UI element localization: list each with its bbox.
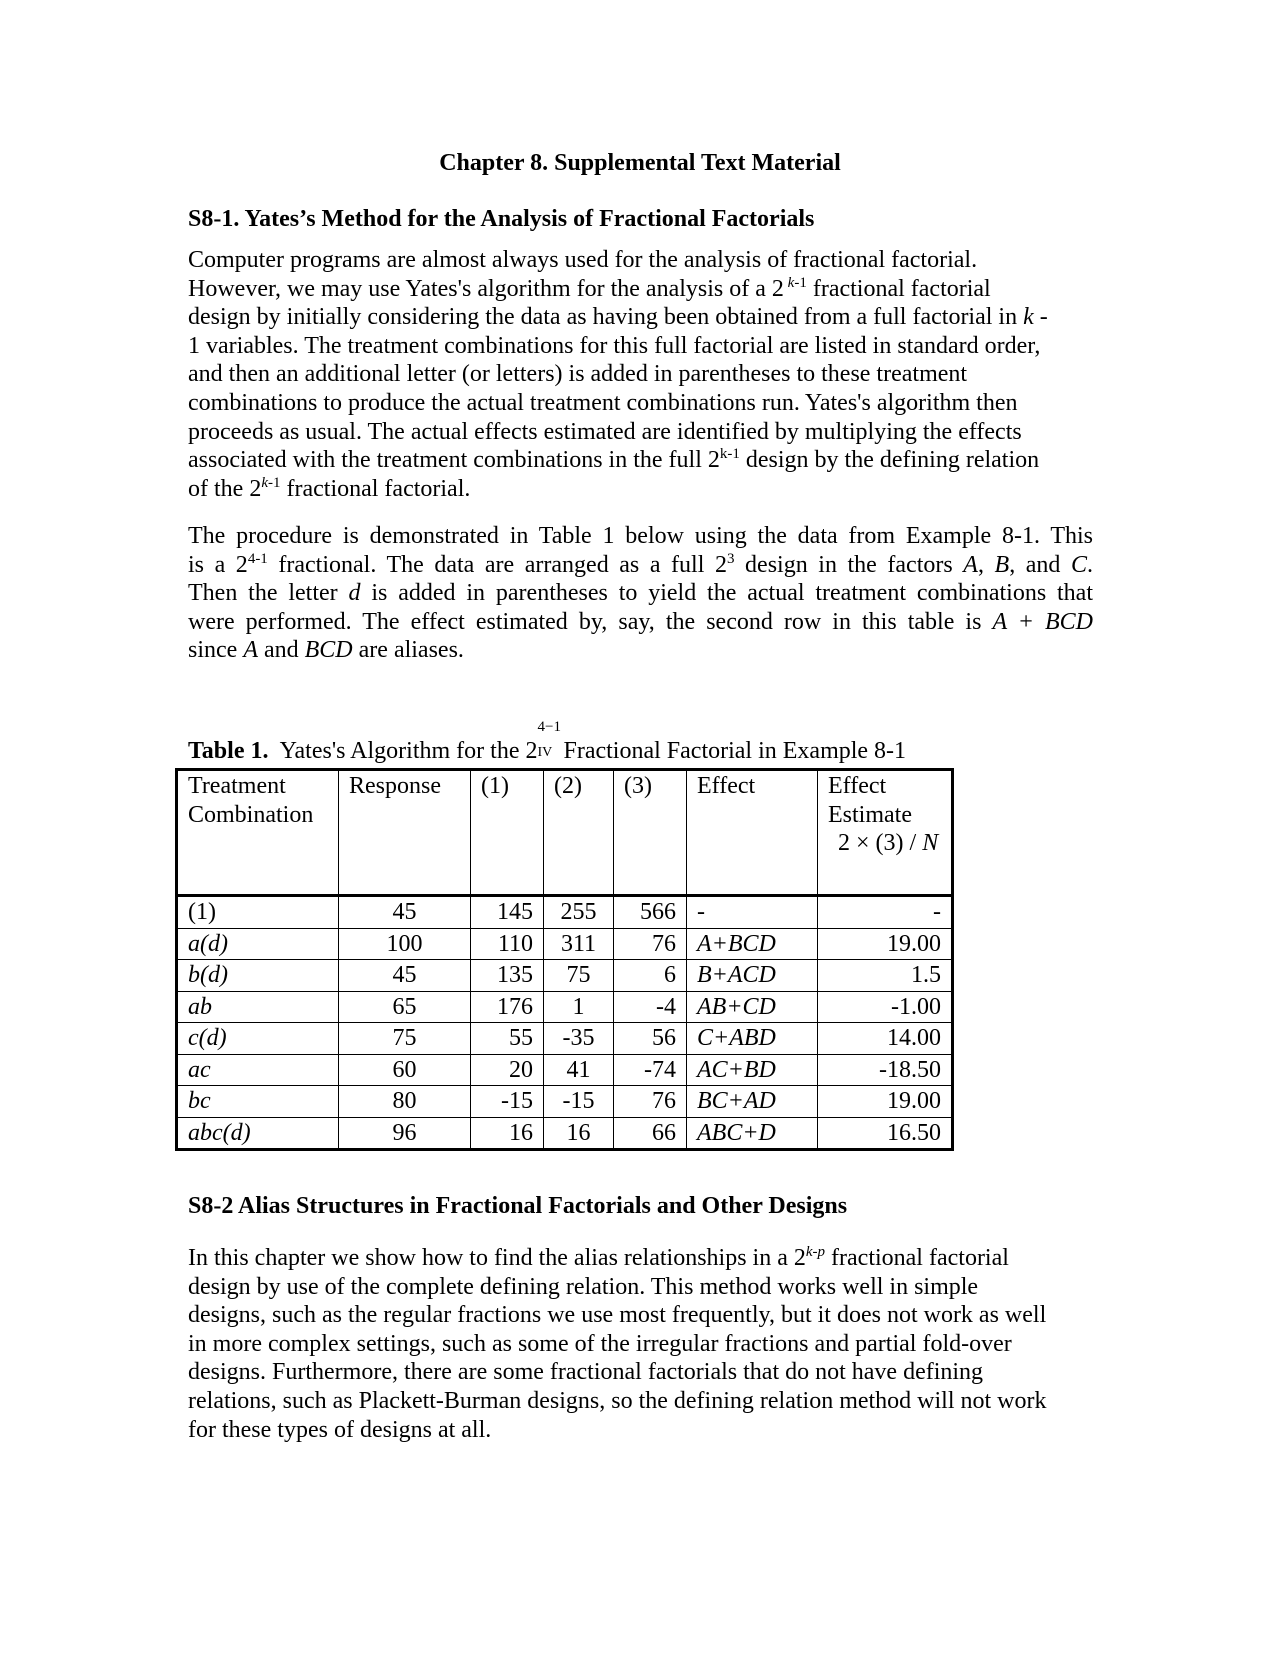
table-cell-effect (687, 960, 818, 992)
cell-text: 56 (652, 1025, 676, 1051)
text-line (188, 1273, 1093, 1302)
table-cell-effect (687, 1117, 818, 1150)
cell-text: -1.00 (891, 993, 941, 1020)
text-run: The procedure is demonstrated in Table 1 below using the data from Example 8-1. This (188, 523, 1093, 549)
table-cell-response (339, 1054, 471, 1086)
text-line (188, 418, 1093, 447)
cell-text: 14.00 (887, 1025, 941, 1051)
table-cell-c2 (544, 960, 614, 992)
text-run: In this chapter we show how to find the alias relationships in a 2 (188, 1245, 806, 1271)
header-treatment-combination (177, 770, 339, 896)
table-cell-c1 (471, 1086, 544, 1118)
cell-text: a(d) (188, 930, 228, 957)
table-cell-response (339, 1117, 471, 1150)
table-row (177, 960, 953, 992)
subscript: IV (537, 745, 553, 760)
text-line (188, 360, 1093, 389)
header-effect-estimate (818, 770, 953, 896)
cell-text: 75 (392, 1025, 417, 1051)
cell-text: ABC+D (697, 1119, 776, 1146)
table-cell-tc (177, 1054, 339, 1086)
cell-text: AC+BD (697, 1056, 776, 1083)
italic-factor: C (1071, 551, 1088, 578)
table-cell-response (339, 960, 471, 992)
text-run: fractional factorial (825, 1245, 1009, 1271)
cell-text: 255 (560, 899, 597, 925)
cell-text: C+ABD (697, 1025, 776, 1051)
superscript-subscript (537, 719, 561, 760)
table-cell-tc (177, 1117, 339, 1150)
text-run: design by use of the complete defining relation. This method works well in simple (188, 1273, 979, 1300)
section-heading-s8-2: S8-2 Alias Structures in Fractional Factorials and Other Designs (188, 1193, 848, 1219)
table-cell-effect (687, 1086, 818, 1118)
table-cell-c3 (614, 1086, 687, 1118)
cell-text: BC+AD (697, 1088, 776, 1114)
text-line (188, 1416, 1093, 1445)
cell-text: 66 (652, 1119, 676, 1146)
text-line (188, 332, 1093, 361)
header-text: Estimate (828, 801, 912, 828)
header-formula (828, 829, 941, 858)
text-line (188, 389, 1093, 418)
table-cell-c1 (471, 1117, 544, 1150)
text-run: - (1033, 304, 1048, 331)
table-cell-response (339, 896, 471, 929)
cell-text: 96 (392, 1119, 417, 1146)
cell-text: 16 (566, 1119, 591, 1146)
text-line (188, 522, 1093, 551)
superscript: 4−1 (537, 719, 561, 735)
table-cell-estimate (818, 1023, 953, 1055)
cell-text: 45 (392, 962, 417, 988)
cell-text: 55 (509, 1025, 533, 1051)
superscript-k: k (787, 274, 795, 291)
italic-factor: BCD (304, 637, 353, 664)
section-heading-s8-1: S8-1. Yates’s Method for the Analysis of Fractional Factorials (188, 206, 815, 232)
text-run: However, we may use Yates's algorithm for the analysis of a 2 (188, 275, 784, 302)
cell-text: 20 (509, 1056, 533, 1083)
text-run: Computer programs are almost always used for the analysis of fractional factorial. (188, 247, 978, 273)
table-cell-tc (177, 991, 339, 1023)
cell-text: bc (188, 1088, 211, 1114)
table-cell-c1 (471, 1054, 544, 1086)
table-cell-c1 (471, 928, 544, 960)
table-cell-c1 (471, 896, 544, 929)
italic-factor: d (348, 580, 361, 607)
superscript (261, 475, 280, 491)
table-cell-c1 (471, 1023, 544, 1055)
table-cell-effect (687, 991, 818, 1023)
text-run: combinations to produce the actual treatment combinations run. Yates's algorithm then (188, 389, 1018, 416)
cell-text: 135 (497, 962, 533, 988)
text-run: Yates's Algorithm for the 2 (268, 738, 538, 764)
table-cell-estimate (818, 1086, 953, 1118)
cell-text: 65 (392, 993, 417, 1020)
text-run: relations, such as Plackett-Burman designs, so the defining relation method will not work (188, 1387, 1047, 1414)
italic-factor: B (994, 551, 1010, 578)
header-text: Response (349, 773, 441, 799)
table-caption-label: Table 1. (188, 738, 269, 764)
text-run: design by the defining relation (739, 447, 1040, 474)
table-cell-estimate (818, 1054, 953, 1086)
table-caption (188, 719, 907, 765)
cell-text: abc(d) (188, 1119, 251, 1146)
text-line (188, 1301, 1093, 1330)
table-cell-response (339, 928, 471, 960)
table-row (177, 991, 953, 1023)
cell-text: b(d) (188, 962, 228, 988)
table-cell-response (339, 991, 471, 1023)
table-cell-effect (687, 1023, 818, 1055)
table-cell-c2 (544, 1117, 614, 1150)
header-text: Treatment (188, 773, 286, 799)
text-run: Fractional Factorial in Example 8-1 (557, 738, 907, 764)
cell-text: -35 (562, 1025, 595, 1051)
superscript: 4-1 (247, 550, 268, 567)
cell-text: 311 (560, 930, 597, 957)
header-effect (687, 770, 818, 896)
cell-text: (1) (188, 899, 216, 925)
table-cell-tc (177, 928, 339, 960)
superscript-rest: -1 (794, 274, 807, 291)
text-run: , (977, 551, 995, 578)
cell-text: -18.50 (879, 1056, 941, 1083)
text-line (188, 1330, 1093, 1359)
table-cell-c2 (544, 1054, 614, 1086)
superscript: k-1 (719, 446, 740, 463)
table-cell-estimate (818, 928, 953, 960)
cell-text: 76 (652, 930, 676, 957)
superscript-k: k (261, 474, 268, 491)
table-header-row (177, 770, 953, 896)
cell-text: - (697, 899, 705, 925)
cell-text: 110 (497, 930, 533, 957)
table-cell-c3 (614, 1117, 687, 1150)
superscript (784, 275, 807, 291)
text-line (188, 303, 1093, 332)
table-cell-estimate (818, 960, 953, 992)
text-run: and (257, 637, 305, 664)
text-run: is a 2 (188, 551, 248, 578)
superscript-rest: -1 (267, 474, 281, 491)
table-row (177, 1054, 953, 1086)
text-run: design in the factors (734, 551, 964, 578)
header-response (339, 770, 471, 896)
table-cell-estimate (818, 991, 953, 1023)
table-cell-c3 (614, 1054, 687, 1086)
italic-k: k (1023, 304, 1034, 331)
text-line (188, 275, 1093, 304)
cell-text: 45 (392, 899, 417, 925)
text-line (188, 551, 1093, 580)
table-cell-c2 (544, 991, 614, 1023)
paragraph-yates-intro (188, 246, 1093, 503)
text-run: is added in parentheses to yield the actual treatment combinations that (360, 580, 1094, 607)
table-body (177, 896, 953, 1150)
table-cell-tc (177, 896, 339, 929)
cell-text: A+BCD (697, 930, 776, 957)
table-cell-c3 (614, 896, 687, 929)
header-col3 (614, 770, 687, 896)
cell-text: 16.50 (887, 1119, 941, 1146)
table-cell-effect (687, 896, 818, 929)
table-cell-c3 (614, 991, 687, 1023)
header-text: (1) (481, 773, 509, 799)
text-line (188, 1387, 1093, 1416)
text-run: proceeds as usual. The actual effects estimated are identified by multiplying the effects (188, 418, 1022, 445)
text-line (188, 579, 1093, 608)
table-cell-c2 (544, 1086, 614, 1118)
table-cell-c3 (614, 960, 687, 992)
table-row (177, 1117, 953, 1150)
cell-text: 60 (392, 1056, 417, 1083)
table-cell-tc (177, 1086, 339, 1118)
header-text: Combination (188, 801, 314, 828)
text-run: Then the letter (188, 580, 349, 607)
header-text: N (922, 830, 939, 857)
header-text: Effect (828, 773, 887, 799)
yates-table (175, 768, 954, 1151)
cell-text: 566 (640, 899, 676, 925)
header-text: (3) (624, 773, 652, 799)
cell-text: 80 (392, 1088, 417, 1114)
cell-text: 145 (497, 899, 533, 925)
text-line (188, 1244, 1093, 1273)
table-row (177, 896, 953, 929)
cell-text: 1.5 (911, 962, 941, 988)
italic-factor: A (243, 637, 258, 664)
text-run: 1 variables. The treatment combinations for this full factorial are listed in standard order, (188, 332, 1041, 359)
cell-text: 100 (386, 930, 423, 957)
cell-text: -15 (501, 1088, 533, 1114)
cell-text: ab (188, 993, 212, 1020)
cell-text: 76 (652, 1088, 676, 1114)
superscript-kp: k-p (805, 1244, 826, 1260)
text-run: , and (1009, 551, 1071, 578)
table-cell-c3 (614, 928, 687, 960)
text-line (188, 636, 1093, 665)
table-cell-estimate (818, 1117, 953, 1150)
table-row (177, 928, 953, 960)
header-text: (2) (554, 773, 582, 799)
text-line (188, 1358, 1093, 1387)
italic-factor: A (963, 551, 978, 578)
text-line (188, 446, 1093, 475)
cell-text: B+ACD (697, 962, 776, 988)
cell-text: 41 (566, 1056, 591, 1083)
table-cell-tc (177, 1023, 339, 1055)
text-run: are aliases. (352, 637, 464, 664)
superscript (806, 1244, 825, 1260)
table-cell-c2 (544, 1023, 614, 1055)
paragraph-procedure (188, 522, 1093, 665)
text-run: were performed. The effect estimated by, say, the second row in this table is (188, 608, 993, 635)
header-col1 (471, 770, 544, 896)
table-cell-c2 (544, 896, 614, 929)
table-cell-effect (687, 1054, 818, 1086)
text-run: design by initially considering the data as having been obtained from a full factorial in (188, 304, 1024, 331)
header-col2 (544, 770, 614, 896)
cell-text: - (933, 899, 941, 925)
table-cell-c2 (544, 928, 614, 960)
cell-text: -74 (644, 1056, 676, 1083)
cell-text: 19.00 (887, 930, 941, 957)
cell-text: c(d) (188, 1025, 227, 1051)
table-row (177, 1086, 953, 1118)
text-run: designs, such as the regular fractions we use most frequently, but it does not work as well (188, 1302, 1047, 1329)
text-line (188, 246, 1093, 275)
chapter-title: Chapter 8. Supplemental Text Material (439, 150, 841, 176)
text-run: fractional. The data are arranged as a full 2 (267, 551, 727, 578)
text-run: fractional factorial (806, 275, 991, 302)
paragraph-alias-structures (188, 1244, 1093, 1444)
table-cell-response (339, 1086, 471, 1118)
header-text: Effect (697, 773, 756, 799)
header-text: 2 × (3) / (838, 830, 923, 857)
text-run: designs. Furthermore, there are some fractional factorials that do not have defining (188, 1359, 984, 1386)
superscript: 3 (726, 550, 735, 567)
cell-text: ac (188, 1056, 211, 1083)
cell-text: -4 (656, 993, 676, 1020)
text-run: for these types of designs at all. (188, 1416, 492, 1443)
cell-text: 16 (509, 1119, 533, 1146)
text-run: and then an additional letter (or letters) is added in parentheses to these treatment (188, 361, 968, 388)
text-run: . (1087, 551, 1094, 578)
text-run: associated with the treatment combinations in the full 2 (188, 447, 720, 474)
table-cell-response (339, 1023, 471, 1055)
table-cell-estimate (818, 896, 953, 929)
table-row (177, 1023, 953, 1055)
cell-text: 19.00 (887, 1088, 941, 1114)
table-cell-c1 (471, 960, 544, 992)
table-cell-c3 (614, 1023, 687, 1055)
table-cell-tc (177, 960, 339, 992)
cell-text: AB+CD (697, 993, 776, 1020)
text-line (188, 608, 1093, 637)
cell-text: -15 (562, 1088, 595, 1114)
cell-text: 75 (566, 962, 591, 988)
text-run: fractional factorial. (280, 475, 471, 502)
text-run: in more complex settings, such as some of the irregular fractions and partial fold-over (188, 1330, 1012, 1357)
cell-text: 6 (664, 962, 676, 988)
text-run: of the 2 (188, 475, 262, 502)
cell-text: 176 (497, 993, 533, 1020)
table-cell-c1 (471, 991, 544, 1023)
table-cell-effect (687, 928, 818, 960)
text-run: since (188, 637, 244, 664)
cell-text: 1 (572, 993, 585, 1020)
italic-effect: A + BCD (992, 608, 1093, 635)
text-line (188, 475, 1093, 504)
